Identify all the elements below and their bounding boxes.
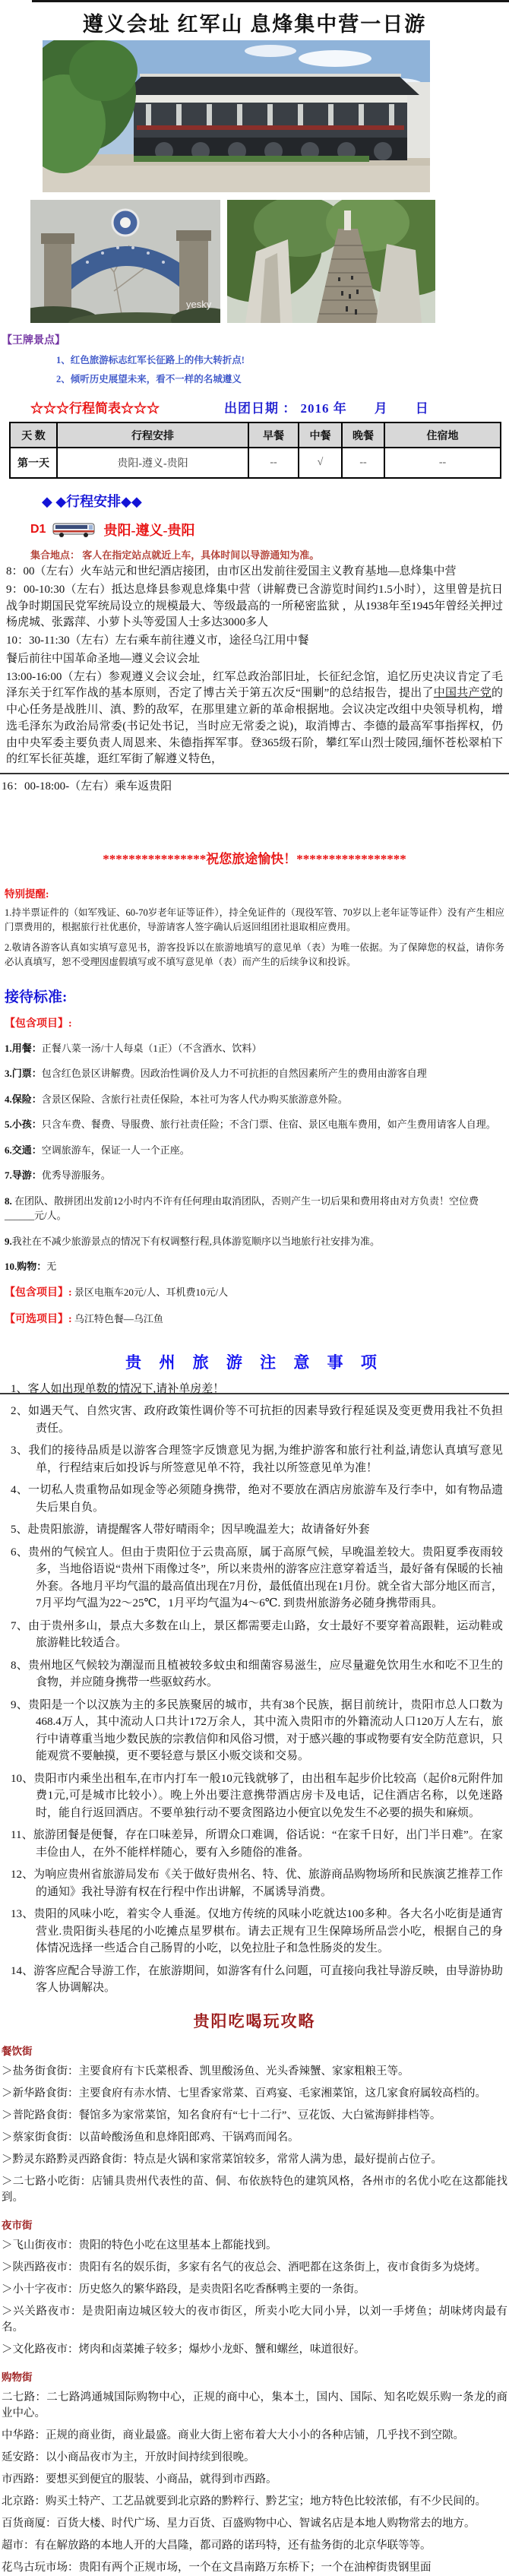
underlined-text: 中国共产党 [433, 687, 492, 700]
item-text: 乌江特色餐—乌江鱼 [74, 1312, 163, 1324]
note-item: 5、赴贵阳旅游，请提醒客人带好晴雨伞；因早晚温差大；故请备好外套 [11, 1524, 370, 1536]
night-market-item: ＞小十字夜市：历史悠久的繁华路段，是卖贵阳名吃香酥鸭主要的一条街。 [2, 2283, 365, 2296]
item-label: 8. [5, 1195, 12, 1207]
food-street-item: ＞蔡家街食街：以苗岭酸汤鱼和息烽阳郎鸡、干锅鸡而闻名。 [2, 2131, 299, 2144]
cell-day: 第一天 [10, 448, 57, 478]
item-label: 10.购物： [5, 1261, 47, 1272]
reception-item [5, 1143, 504, 1158]
photo-row [30, 200, 509, 323]
photo-red-army-mountain-stairs [227, 200, 435, 323]
itinerary-paragraph [6, 669, 503, 769]
food-street-item: ＞普陀路食街：餐馆多为家常菜馆，知名食府有“七十二行”、豆花饭、大白鲨海鲜排档等。 [2, 2109, 441, 2122]
reception-item [5, 1259, 504, 1274]
food-street-item: ＞新华路食街：主要食府有赤水情、七里香家常菜、百鸡宴、毛家湘菜馆，这几家食府属较高档的。 [2, 2087, 486, 2100]
reception-item [5, 1041, 504, 1056]
col-dinner: 晚餐 [342, 422, 384, 448]
meeting-point-line: 集合地点： 客人在指定站点就近上车，具体时间以导游通知为准。 [30, 549, 320, 561]
itinerary-section-title: ◆ ◆行程安排◆◆ [42, 494, 142, 509]
included-items-label: 【包含项目】: [5, 1017, 72, 1030]
guizhou-notes-title: 贵 州 旅 游 注 意 事 项 [125, 1353, 384, 1372]
col-breakfast: 早餐 [248, 422, 299, 448]
schedule-title: ☆☆☆行程简表☆☆☆ [30, 401, 160, 416]
photo-xifeng-camp-gate [30, 200, 220, 323]
schedule-header [30, 397, 509, 416]
top-border-line [32, 0, 509, 2]
col-days: 天 数 [10, 422, 57, 448]
col-itinerary: 行程安排 [57, 422, 248, 448]
shopping-street-item: 二七路：二七路鸿通城国际购物中心，正规的商中心，集本土，国内、国际、知名吃娱乐购一条龙的商业中心。 [2, 2391, 507, 2419]
reminder-item: 1.持半票证件的（如军残证、60-70岁老年证等证件），持全免证件的（现役军管、70岁以上老年证等证件）没有产生相应门票费用的，根据旅行社优惠价，导游请客人签字确认后返回组团社退取相应费用。 [5, 907, 504, 933]
food-street-label: 餐饮街 [2, 2045, 33, 2057]
item-text: 优秀导游服务。 [41, 1169, 111, 1181]
note-item: 14、游客应配合导游工作，在旅游期间，如游客有什么问题，可直接向我社导游反映，由导游协助客人协调解决。 [11, 1964, 503, 1994]
note-item: 2、如遇天气、自然灾害、政府政策性调价等不可抗拒的因素导致行程延误及变更费用我社不负担责任。 [11, 1405, 503, 1435]
return-trip-line: 16：00-18:00-（左右）乘车返贵阳 [2, 780, 172, 793]
reception-item [5, 1066, 504, 1081]
item-label: 7.导游： [5, 1169, 42, 1181]
extra-included-item [5, 1285, 504, 1301]
item-text: 空调旅游车，保证一人一个正座。 [41, 1144, 190, 1156]
itinerary-paragraph: 10：30-11:30（左右）左右乘车前往遵义市，途径乌江用中餐 [6, 635, 309, 647]
bus-icon [52, 521, 96, 538]
shopping-street-item: 百货商厦：百货大楼、时代广场、星力百货、百盛购物中心、智诚名店是本地人购物常去的地方。 [2, 2517, 476, 2530]
highlight-item: 1、红色旅游标志红军长征路上的伟大转折点! [56, 355, 245, 366]
food-street-item: ＞二七路小吃街：店铺具贵州代表性的苗、侗、布依族特色的建筑风格，各州市的名优小吃在这都能找到。 [2, 2175, 507, 2204]
cell-lodging: -- [384, 448, 501, 478]
schedule-table [9, 422, 501, 479]
item-text: 在团队、散拼团出发前12小时内不许有任何理由取消团队，否则产生一切后果和费用将由对方负责！空位费______元/人。 [5, 1195, 479, 1221]
item-label: 5.小孩： [5, 1119, 42, 1130]
shopping-street-item: 延安路：以小商品夜市为主，开放时间持续到很晚。 [2, 2451, 255, 2464]
shopping-street-item: 中华路：正规的商业街，商业最盛。商业大街上密布着大大小小的各种店铺，几乎找不到空隙。 [2, 2429, 464, 2442]
cell-dinner: -- [342, 448, 384, 478]
shopping-street-label: 购物街 [2, 2371, 33, 2383]
paragraph-text: 的中心任务是战胜川、滇、黔的敌军，在那里建立新的革命根据地。会议决定改组中央领导机构，增选毛泽东为政治局常委(书记处书记，当时应无常委之说)，取消博古、李德的最高军事指挥权，仍由中央军委主要负责人周恩来、朱德指挥军事。登365级石阶，攀红军山烈士陵园,缅怀苍松翠柏下的红军长征英雄，逛红军街了解遵义特色， [6, 687, 503, 766]
item-label: 1.用餐： [5, 1042, 42, 1054]
photo-watermark: yesky [186, 299, 212, 310]
highlight-item: 2、倾听历史展望未来，看不一样的名城遵义 [56, 374, 242, 385]
itinerary-paragraph: 8：00（左右）火车站元和世纪酒店接团，由市区出发前往爱国主义教育基地—息烽集中营 [6, 565, 457, 578]
reception-item [5, 1194, 504, 1223]
reception-item [5, 1234, 504, 1249]
col-lodging: 住宿地 [384, 422, 501, 448]
cell-route: 贵阳-遵义-贵阳 [57, 448, 248, 478]
note-item: 7、由于贵州多山，景点大多数在山上，景区都需要走山路，女士最好不要穿着高跟鞋，运动鞋或旅游鞋比较适合。 [11, 1619, 503, 1649]
note-item: 4、一切私人贵重物品如现金等必须随身携带，绝对不要放在酒店房旅游车及行李中，如有物品遗失后果自负。 [11, 1484, 503, 1514]
item-label: 6.交通： [5, 1144, 42, 1156]
note-item: 13、贵阳的风味小吃，着实令人垂涎。仅地方传统的风味小吃就达100多种。各大名小吃街是通宵营业.贵阳街头巷尾的小吃摊点星罗棋布。请去正规有卫生保障场所品尝小吃，根据自己的身体情况选择一些适合自己肠胃的小吃，以免拉肚子和急性肠炎的发生。 [11, 1908, 503, 1954]
page-break-line [0, 773, 509, 774]
note-item: 3、我们的接待品质是以游客合理签字反馈意见为据,为维护游客和旅行社利益,请您认真填写意见单，行程结束后如投诉与所签意见单不符，我社以所签意见单为准！ [11, 1445, 503, 1474]
night-market-item: ＞飞山街夜市：贵阳的特色小吃在这里基本上都能找到。 [2, 2239, 277, 2252]
shopping-street-item: 花鸟古玩市场：贵阳有两个正规市场，一个在文昌南路万东桥下；一个在油榨街贵钢里面 [2, 2561, 432, 2574]
page-title: 遵义会址 红军山 息烽集中营一日游 [82, 13, 427, 36]
food-street-item: ＞黔灵东路黔灵西路食街：特点是火锅和家常菜馆较多，常常人满为患，最好提前占位子。 [2, 2153, 442, 2166]
schedule-table-row [10, 448, 501, 478]
day-route: 贵阳-遵义-贵阳 [103, 523, 195, 538]
item-text: 正餐八菜一汤/十人每桌（1正）（不含酒水、饮料） [41, 1042, 262, 1054]
wish-line: ****************祝您旅途愉快！***************** [103, 852, 406, 866]
item-text: 景区电瓶车20元/人、耳机费10元/人 [74, 1286, 229, 1298]
note-item: 6、贵州的气候宜人。但由于贵阳位于云贵高原，属于高原气候，早晚温差较大。贵阳夏季夜雨较多，当地俗语说“贵州下雨像过冬”，所以来贵州的游客应注意穿着适当，最好备有保暖的长袖外套。各地月平均气温的最高值出现在7月份，最低值出现在1月份。就全省大部分地区而言，7月平均气温为22～25℃，1月平均气温为4～6℃. 到贵州旅游务必随身携带雨具。 [11, 1546, 504, 1609]
shopping-street-item: 市西路：要想买到便宜的服装、小商品，就得到市西路。 [2, 2473, 277, 2486]
schedule-table-header-row [10, 422, 501, 448]
item-label: 【包含项目】: [5, 1286, 72, 1299]
item-label: 【可选项目】: [5, 1313, 72, 1325]
note-item: 10、贵阳市内乘坐出租车,在市内打车一般10元钱就够了，由出租车起步价比较高（起价8元附件加费1元,可是城市比较小）。晚上外出要注意携带酒店房卡及电话，记住酒店名称，以免迷路时，能自行返回酒店。不要单独行动不要贪图路边小便宜以免发生不必要的损失和麻烦。 [11, 1772, 503, 1819]
reception-item [5, 1092, 504, 1107]
photo-zunyi-conference-site [43, 40, 430, 192]
night-market-item: ＞兴关路夜市：是贵阳南边城区较大的夜市街区，所卖小吃大同小异，以刘一手烤鱼；胡味烤肉最有名。 [2, 2305, 507, 2334]
item-text: 我社在不减少旅游景点的情况下有权调整行程,具体游览顺序以当地旅行社安排为准。 [11, 1235, 381, 1247]
special-reminder-title: 特别提醒: [5, 888, 49, 900]
shopping-street-item: 北京路：购买土特产、工艺品就要到北京路的黔粹行、黔艺宝；地方特色比较浓郁，有不少民间的。 [2, 2495, 486, 2508]
note-item: 8、贵州地区气候较为潮湿而且植被较多蚊虫和细菌容易滋生，应尽量避免饮用生水和吃不卫生的食物，并应随身携带一些驱蚊药水。 [11, 1659, 503, 1688]
day-header [30, 520, 509, 540]
reception-standard-title: 接待标准: [5, 989, 68, 1005]
item-text: 只含车费、餐费、导服费、旅行社责任险；不含门票、住宿、景区电瓶车费用，如产生费用请客人自理。 [41, 1119, 496, 1130]
item-label: 9. [5, 1235, 12, 1247]
note-item: 1、客人如出现单数的情况下,请补单房差！ [11, 1382, 225, 1395]
cell-lunch: √ [299, 448, 342, 478]
note-item: 12、为响应贵州省旅游局发布《关于做好贵州名、特、优、旅游商品购物场所和民族演艺推荐工作的通知》我社导游有权在行程中作出讲解，不属诱导消费。 [11, 1869, 503, 1898]
highlights-label: 【王牌景点】 [2, 335, 65, 347]
night-market-item: ＞文化路夜市：烤肉和卤菜摊子较多；爆炒小龙虾、蟹和螺丝，味道很好。 [2, 2343, 365, 2356]
itinerary-paragraph: 9：00-10:30（左右）抵达息烽县参观息烽集中营（讲解费已含游览时间约1.5小时），这里曾是抗日战争时期国民党军统局设立的规模最大、等级最高的一所秘密监狱 ，从1938年至1945年曾经关押过杨虎城、张露萍、小萝卜头等爱国人士多达3000多人 [6, 583, 503, 629]
note-item: 9、贵阳是一个以汉族为主的多民族聚居的城市，共有38个民族，据目前统计，贵阳市总人口数为468.4万人，其中流动人口共计172万余人，其中流入贵阳市的外籍流动人口120万人左右，旅行中请尊重当地少数民族的宗教信仰和风俗习惯，对于感兴趣的事或物要有安全防范意识，只能观赏不要触摸，更不要轻意与景区小贩交谈和交易。 [11, 1698, 504, 1762]
page-break-line [0, 1393, 509, 1394]
note-item: 11、旅游团餐是便餐，存在口味差异，所谓众口难调，俗话说：“在家千日好，出门半日难”。在家丰俭由人，在外不能样样随心，要有入乡随俗的准备。 [11, 1829, 503, 1859]
item-label: 4.保险： [5, 1093, 42, 1105]
night-market-item: ＞陕西路夜市：贵阳有名的娱乐街，多家有名气的夜总会、酒吧都在这条街上，夜市食街多为烧烤。 [2, 2261, 486, 2274]
reception-item [5, 1117, 504, 1132]
item-label: 3.门票： [5, 1068, 42, 1079]
night-market-label: 夜市街 [2, 2219, 33, 2231]
departure-date: 出团日期 ： 2016 年 月 日 [224, 401, 429, 416]
item-text: 无 [46, 1261, 57, 1272]
itinerary-paragraph: 餐后前往中国革命圣地—遵义会议会址 [6, 652, 201, 665]
reception-item [5, 1168, 504, 1183]
reminder-item: 2.敬请各游客认真如实填写意见书，游客投诉以在旅游地填写的意见单（表）为唯一依据。为了保障您的权益，请你务必认真填写，恕不受理因虚假填写或不填写意见单（表）而产生的后续争议和投诉。 [5, 941, 504, 968]
food-street-item: ＞盐务街食街：主要食府有卞氏菜根香、凯里酸汤鱼、光头香辣蟹、家家粗粮王等。 [2, 2065, 409, 2078]
col-lunch: 中餐 [299, 422, 342, 448]
item-text: 含景区保险、含旅行社责任保险，本社可为客人代办购买旅游意外险。 [41, 1093, 348, 1105]
shopping-street-item: 超市：有在解放路的本地人开的大昌隆，都司路的诺玛特，还有盐务街的北京华联等等。 [2, 2539, 432, 2552]
guiyang-guide-title: 贵阳吃喝玩攻略 [193, 2011, 316, 2030]
paragraph-text: 13:00-16:00（左右）参观遵义会议会址，红军总政治部旧址，长征纪念馆，追忆历史决议肯定了毛泽东关于红军作战的基本原则，否定了博古关于第五次反“围剿”的总结报告，提出了 [6, 670, 503, 700]
item-text: 包含红色景区讲解费。因政治性调价及人力不可抗拒的自然因素所产生的费用由游客自理 [41, 1068, 427, 1079]
day-code: D1 [30, 523, 46, 536]
optional-item [5, 1312, 504, 1328]
cell-breakfast: -- [248, 448, 299, 478]
